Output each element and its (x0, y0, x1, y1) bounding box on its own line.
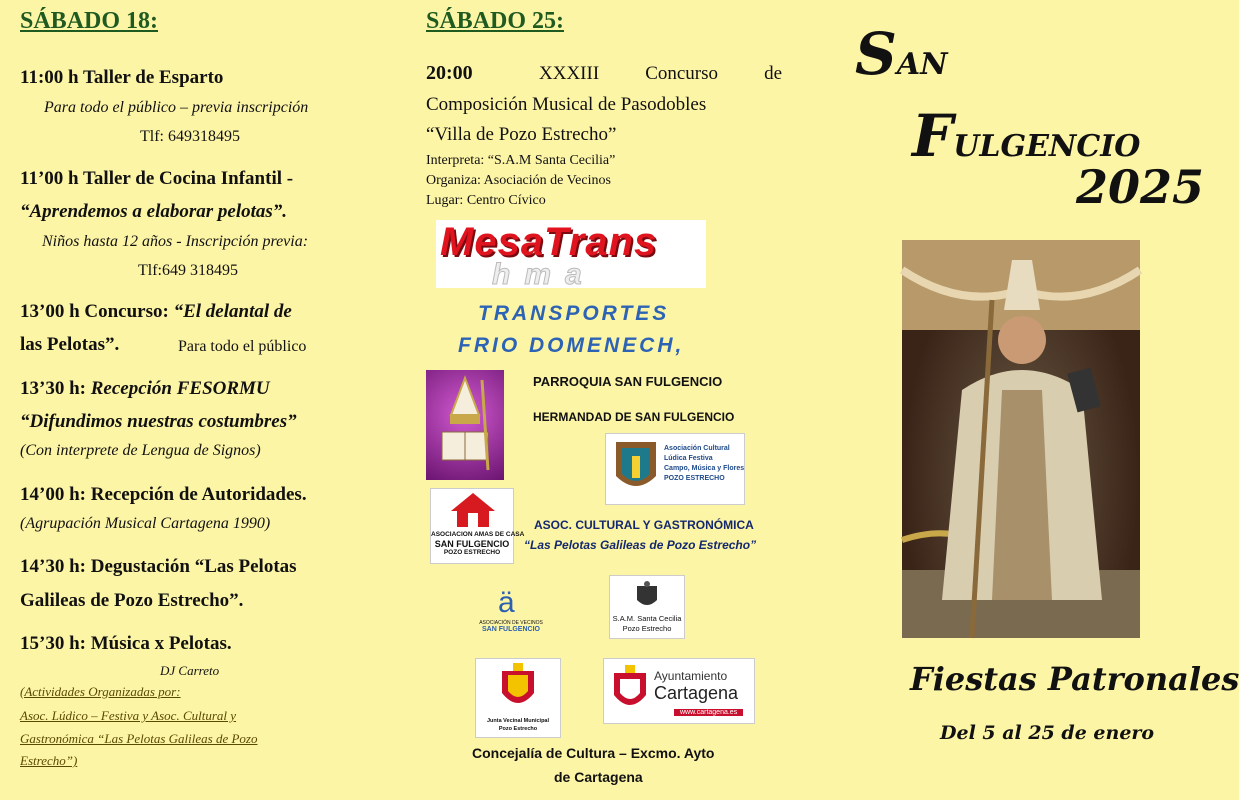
logo-line: Pozo Estrecho (622, 624, 672, 633)
logo-line: Campo, Música y Flores (664, 465, 745, 472)
cover-title-san (855, 20, 948, 88)
concert-detail: Organiza: Asociación de Vecinos (426, 173, 611, 188)
concert-time: 20:00 (426, 62, 473, 84)
asoc-cultural-logo (605, 433, 745, 505)
sponsor-gastronomica: ASOC. CULTURAL Y GASTRONÓMICA (534, 518, 754, 532)
event-title (20, 378, 270, 400)
coat-of-arms-icon (634, 580, 660, 610)
event-title: 11:00 h Taller de Esparto (20, 67, 224, 88)
title-rest: AN (896, 47, 948, 82)
event-title: las Pelotas”. (20, 334, 120, 355)
event-title-text: 13’00 h Concurso: (20, 301, 169, 322)
event-title-quote: “El delantal de (173, 301, 292, 322)
mesatrans-wordmark: MesaTrans (440, 220, 658, 264)
sponsor-gastronomica-name: “Las Pelotas Galileas de Pozo Estrecho” (524, 538, 757, 552)
concert-title: “Villa de Pozo Estrecho” (426, 124, 617, 145)
coat-of-arms-icon (498, 661, 538, 713)
logo-line: POZO ESTRECHO (443, 549, 501, 556)
day-heading-18: SÁBADO 18: (20, 8, 159, 34)
logo-line: Junta Vecinal Municipal (486, 718, 550, 724)
mesatrans-subword: hma (492, 258, 596, 291)
event-note: Para todo el público (178, 338, 307, 355)
concejalia-line: de Cartagena (554, 769, 643, 785)
organizers-line: Asoc. Lúdico – Festiva y Asoc. Cultural y (20, 708, 237, 723)
amas-de-casa-text (431, 531, 525, 557)
logo-line: POZO ESTRECHO (664, 475, 725, 482)
asoc-vecinos-logo (476, 588, 546, 638)
organizers-line: Estrecho”) (20, 753, 78, 768)
concert-detail: Interpreta: “S.A.M Santa Cecilia” (426, 153, 616, 168)
vecinos-text2: SAN FULGENCIO (482, 626, 540, 633)
event-subtitle: Niños hasta 12 años - Inscripción previa: (42, 233, 309, 250)
event-phone: Tlf: 649318495 (140, 128, 240, 145)
event-title: 14’00 h: Recepción de Autoridades. (20, 484, 307, 505)
event-phone: Tlf:649 318495 (138, 262, 238, 279)
ayto-url: www.cartagena.es (674, 709, 743, 716)
logo-line: S.A.M. Santa Cecilia (612, 614, 682, 623)
saint-photo (902, 240, 1140, 638)
concert-title: XXXIII Concurso de (539, 63, 782, 84)
event-title: 15’30 h: Música x Pelotas. (20, 633, 232, 654)
event-title-text: 13’30 h: (20, 378, 86, 399)
amas-de-casa-logo (430, 488, 525, 564)
event-title: “Difundimos nuestras costumbres” (20, 411, 297, 432)
logo-line: Lúdica Festiva (664, 455, 713, 462)
fiestas-patronales: Fiestas Patronales (910, 660, 1239, 698)
event-subtitle: (Con interprete de Lengua de Signos) (20, 442, 261, 459)
mitre-book-icon (426, 370, 504, 480)
ayuntamiento-cartagena-logo (603, 658, 755, 724)
event-title-text: Recepción FESORMU (90, 378, 270, 399)
title-initial: F (912, 102, 954, 170)
day-heading-25: SÁBADO 25: (426, 8, 565, 34)
cover-year: 2025 (1076, 160, 1205, 214)
asoc-cultural-text (664, 444, 744, 484)
concejalia-line: Concejalía de Cultura – Excmo. Ayto (472, 745, 715, 761)
concert-detail: Lugar: Centro Cívico (426, 193, 546, 208)
logo-line: ASOCIACION AMAS DE CASA (431, 531, 525, 538)
title-rest: ULGENCIO (953, 129, 1141, 164)
event-title: 14’30 h: Degustación “Las Pelotas (20, 556, 297, 577)
ayto-label: Ayuntamiento (654, 669, 728, 683)
concert-title: Composición Musical de Pasodobles (426, 94, 707, 115)
shield-icon (614, 440, 658, 496)
sponsor-hermandad: HERMANDAD DE SAN FULGENCIO (533, 410, 735, 424)
event-title (20, 301, 292, 323)
event-title: “Aprendemos a elaborar pelotas”. (20, 201, 288, 222)
coat-of-arms-icon (610, 663, 650, 715)
event-title: 11’00 h Taller de Cocina Infantil - (20, 168, 294, 189)
sponsor-parroquia: PARROQUIA SAN FULGENCIO (533, 374, 723, 389)
vecinos-letter: ä (498, 586, 515, 619)
event-subtitle: (Agrupación Musical Cartagena 1990) (20, 515, 271, 532)
event-subtitle: Para todo el público – previa inscripción (44, 99, 309, 116)
ayto-city: Cartagena (654, 683, 739, 703)
organizers-line: (Actividades Organizadas por: (20, 684, 181, 699)
saint-figure-icon (902, 240, 1140, 638)
mesatrans-logo (436, 220, 706, 291)
transportes-line: TRANSPORTES (478, 302, 670, 325)
house-icon (449, 491, 497, 529)
fiestas-dates: Del 5 al 25 de enero (940, 722, 1155, 744)
junta-vecinal-logo (475, 658, 561, 738)
event-dj: DJ Carreto (160, 663, 220, 678)
transportes-line: FRIO DOMENECH, (458, 334, 685, 357)
event-title: Galileas de Pozo Estrecho”. (20, 590, 244, 611)
santa-cecilia-logo (609, 575, 685, 639)
title-initial: S (855, 20, 897, 88)
logo-line: Asociación Cultural (664, 445, 730, 452)
junta-vecinal-text (476, 717, 560, 733)
santa-cecilia-text (610, 614, 684, 634)
logo-line: Pozo Estrecho (498, 726, 538, 732)
parroquia-logo-image (426, 370, 504, 480)
vecinos-text1: ASOCIACIÓN DE VECINOS (479, 620, 543, 626)
organizers-line: Gastronómica “Las Pelotas Galileas de Pozo (20, 731, 258, 746)
logo-line: SAN FULGENCIO (434, 539, 510, 549)
